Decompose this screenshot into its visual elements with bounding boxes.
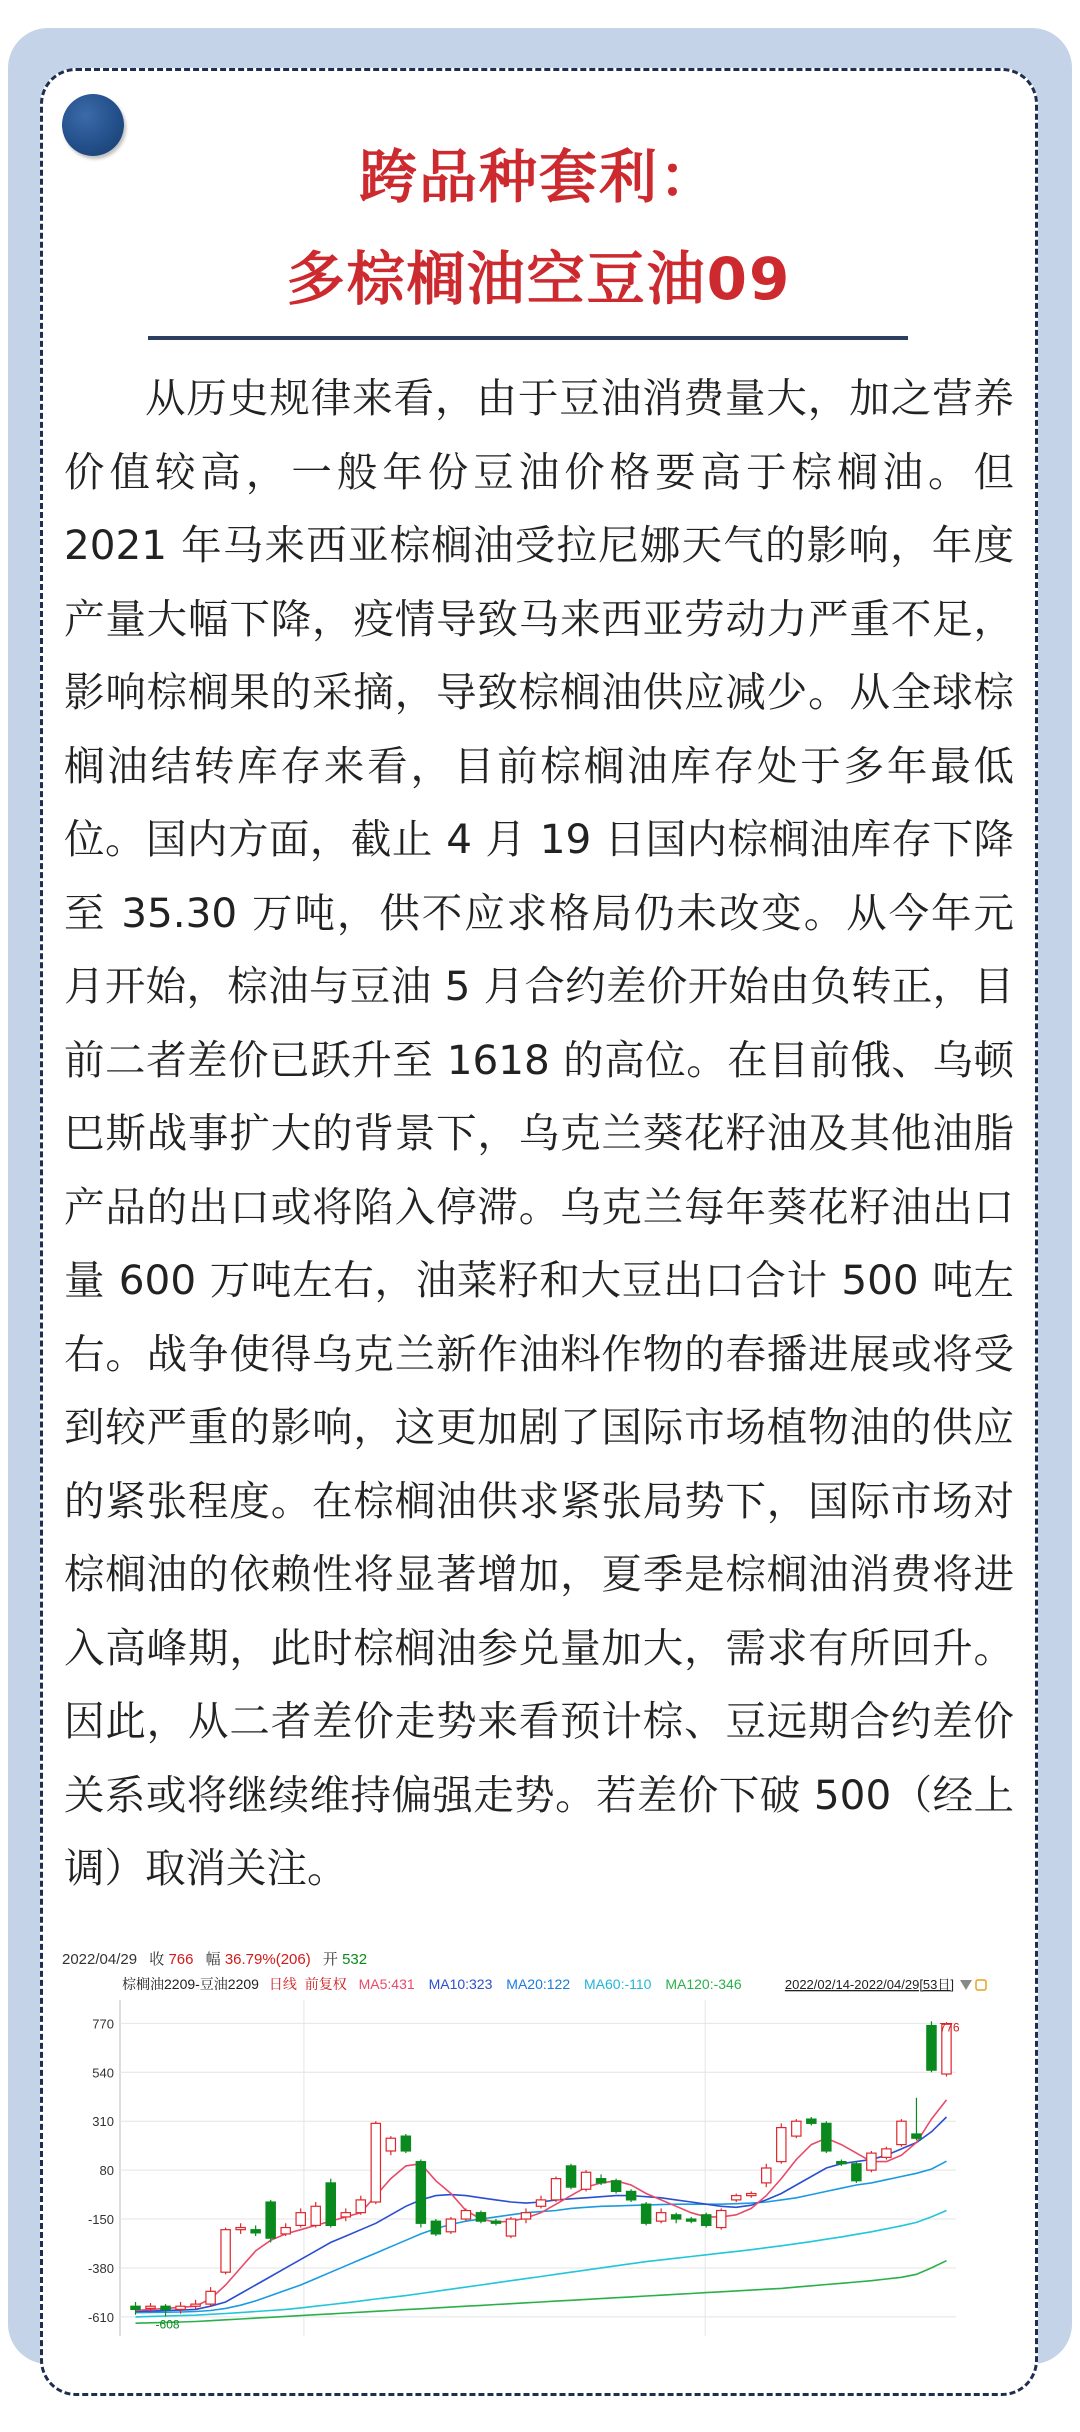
candle-body bbox=[146, 2306, 155, 2308]
candle-body bbox=[656, 2213, 665, 2222]
chart-max-label: 776 bbox=[939, 2020, 960, 2035]
candle-body bbox=[611, 2181, 620, 2192]
candle-body bbox=[326, 2183, 335, 2226]
candle-body bbox=[191, 2304, 200, 2306]
legend-ma5: MA5:431 bbox=[358, 1976, 415, 1992]
candle-body bbox=[581, 2172, 590, 2189]
candle-body bbox=[206, 2291, 215, 2304]
candle-body bbox=[897, 2121, 906, 2144]
candle-body bbox=[762, 2168, 771, 2183]
title-line-2: 多棕榈油空豆油09 bbox=[286, 245, 792, 313]
candle-body bbox=[672, 2215, 681, 2219]
candle-body bbox=[566, 2166, 575, 2187]
lock-icon bbox=[976, 1980, 986, 1990]
candle-body bbox=[401, 2136, 410, 2151]
candle-body bbox=[792, 2121, 801, 2136]
candle-body bbox=[431, 2221, 440, 2234]
candle-body bbox=[476, 2213, 485, 2222]
chart-open-label: 开 bbox=[322, 1951, 338, 1968]
candle-body bbox=[837, 2162, 846, 2164]
candle-body bbox=[927, 2026, 936, 2071]
candle-body bbox=[702, 2215, 711, 2226]
candle-body bbox=[882, 2149, 891, 2158]
y-tick-label: 80 bbox=[99, 2163, 114, 2179]
chart-close-value: 766 bbox=[168, 1951, 194, 1968]
chart-adjust: 前复权 bbox=[304, 1976, 347, 1992]
spread-chart bbox=[58, 1940, 1018, 2340]
chart-date: 2022/04/29 bbox=[62, 1951, 138, 1968]
candle-body bbox=[596, 2179, 605, 2183]
candle-body bbox=[461, 2211, 470, 2220]
candle-body bbox=[626, 2191, 635, 2200]
y-tick-label: -380 bbox=[87, 2260, 114, 2276]
chart-close-label: 收 bbox=[149, 1951, 165, 1968]
candle-body bbox=[687, 2219, 696, 2221]
chart-change-label: 幅 bbox=[205, 1951, 221, 1968]
candle-body bbox=[491, 2221, 500, 2223]
y-tick-label: 540 bbox=[92, 2065, 114, 2081]
chart-min-label: -608 bbox=[155, 2317, 180, 2332]
ma20-line bbox=[136, 2161, 947, 2312]
candle-body bbox=[852, 2164, 861, 2181]
ma120-line bbox=[136, 2261, 947, 2324]
candle-body bbox=[356, 2200, 365, 2213]
svg-text:棕榈油2209-豆油2209 日线 bbox=[122, 1976, 742, 1992]
candles bbox=[131, 2021, 951, 2316]
candle-body bbox=[506, 2219, 515, 2236]
candle-body bbox=[521, 2213, 530, 2219]
chart-change-value: 36.79%(206) bbox=[224, 1951, 311, 1968]
candle-body bbox=[867, 2153, 876, 2170]
candle-body bbox=[717, 2211, 726, 2228]
article-paragraph: 从历史规律来看，由于豆油消费量大，加之营养价值较高，一般年份豆油价格要高于棕榈油。但2021 年马来西亚棕榈油受拉尼娜天气的影响，年度产量大幅下降，疫情导致马来西亚劳动力严重不足，影响棕榈果的采摘，导致棕榈油供应减少。从全球棕榈油结转库存来看，目前棕榈油库存处于多年最低位。国内方面，截止 4 月 19 日国内棕榈油库存下降至 35.30 万吨，供不应求格局仍未改变。从今年元月开始，棕油与豆油 5 月合约差价开始由负转正，目前二者差价已跃升至 1618 的高位。在目前俄、乌顿巴斯战事扩大的背景下，乌克兰葵花籽油及其他油脂产品的出口或将陷入停滞。乌克兰每年葵花籽油出口量 600 万吨左右，油菜籽和大豆出口合计 500 吨左右。战争使得乌克兰新作油料作物的春播进展或将受到较严重的影响，这更加剧了国际市场植物油的供应的紧张程度。在棕榈油供求紧张局势下，国际市场对棕榈油的依赖性将显著增加，夏季是棕榈油消费将进入高峰期，此时棕榈油参兑量加大，需求有所回升。因此，从二者差价走势来看预计棕、豆远期合约差价关系或将继续维持偏强走势。若差价下破 500（经上调）取消关注。 bbox=[64, 374, 1014, 1892]
chart-date-range: 2022/02/14-2022/04/29[53日] bbox=[784, 1977, 954, 1992]
candle-body bbox=[236, 2228, 245, 2230]
title-line-1: 跨品种套利： bbox=[358, 143, 719, 211]
candle-body bbox=[732, 2196, 741, 2200]
chart-series-name: 棕榈油2209-豆油2209 bbox=[122, 1976, 259, 1992]
candle-body bbox=[131, 2306, 140, 2309]
candle-body bbox=[341, 2213, 350, 2217]
candle-body bbox=[807, 2119, 816, 2123]
candle-body bbox=[551, 2179, 560, 2200]
y-tick-label: 770 bbox=[92, 2016, 114, 2032]
y-tick-label: -610 bbox=[87, 2309, 114, 2325]
candle-body bbox=[371, 2123, 380, 2202]
candle-body bbox=[281, 2228, 290, 2234]
chart-open-value: 532 bbox=[342, 1951, 368, 1968]
y-tick-label: 310 bbox=[92, 2114, 114, 2130]
candle-body bbox=[311, 2206, 320, 2225]
candle-body bbox=[747, 2194, 756, 2196]
candle-body bbox=[912, 2134, 921, 2138]
dropdown-arrow-icon[interactable] bbox=[960, 1980, 972, 1990]
chart-period: 日线 bbox=[268, 1976, 297, 1992]
candle-body bbox=[176, 2306, 185, 2309]
candle-body bbox=[416, 2162, 425, 2224]
candle-body bbox=[296, 2213, 305, 2226]
legend-ma20: MA20:122 bbox=[506, 1976, 571, 1992]
legend-ma60: MA60:-110 bbox=[584, 1976, 652, 1992]
legend-ma120: MA120:-346 bbox=[665, 1976, 742, 1992]
title-divider bbox=[148, 336, 908, 340]
candle-body bbox=[777, 2128, 786, 2162]
candle-body bbox=[536, 2200, 545, 2206]
candle-body bbox=[161, 2306, 170, 2309]
candle-body bbox=[641, 2204, 650, 2223]
svg-text:2022/04/29 收 766 bbox=[62, 1951, 367, 1968]
candle-body bbox=[251, 2230, 260, 2233]
candle-body bbox=[266, 2202, 275, 2238]
candle-body bbox=[386, 2138, 395, 2151]
legend-ma10: MA10:323 bbox=[428, 1976, 493, 1992]
candle-body bbox=[822, 2123, 831, 2151]
chart-svg bbox=[58, 1940, 1018, 2340]
candle-body bbox=[446, 2219, 455, 2232]
y-tick-label: -150 bbox=[87, 2212, 114, 2228]
candle-body bbox=[221, 2230, 230, 2273]
